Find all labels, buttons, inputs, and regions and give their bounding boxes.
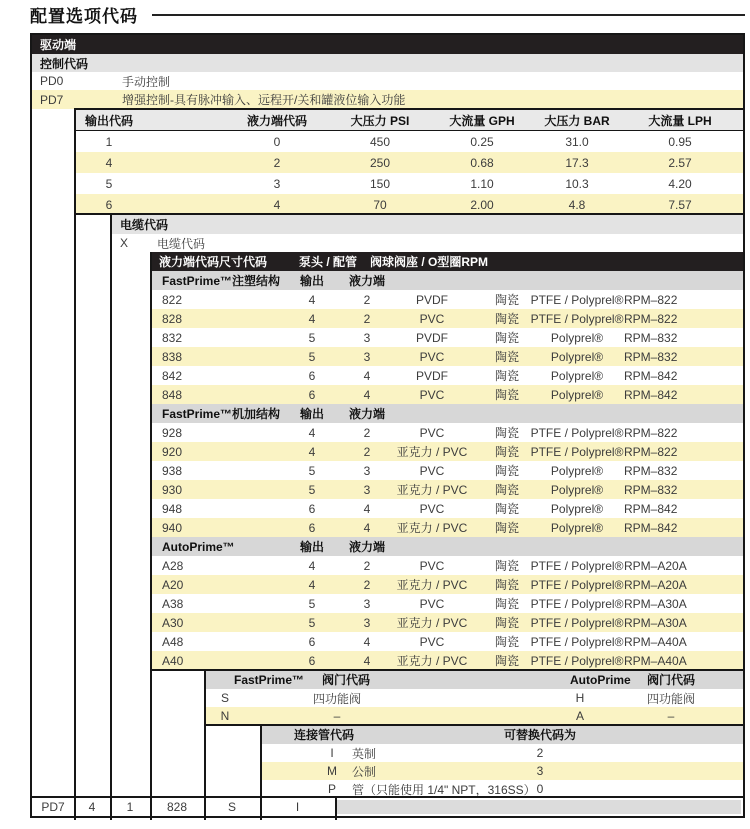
drive-end-header-row [32, 35, 743, 54]
replace-code-header-label: 可替换代码为 [503, 728, 576, 742]
output-table-header-row [32, 109, 743, 131]
max-pressure-psi-cell: 450 [369, 134, 391, 149]
pump-code-cell: 838 [162, 349, 183, 364]
valve-code-cell: N [220, 709, 230, 723]
output-col-header: 大压力 PSI [350, 113, 410, 128]
max-pressure-psi-cell: 70 [373, 197, 387, 212]
table-row [32, 632, 743, 651]
pump-code-cell: 842 [162, 368, 183, 383]
example-empty-cell [335, 800, 741, 814]
control-row-pd0 [32, 72, 743, 90]
group-name-label: FastPrime™机加结构 [162, 407, 281, 421]
fastprime-title-label: FastPrime™ [234, 672, 305, 687]
example-code-row [32, 798, 743, 816]
output-subheader-label: 输出 [299, 540, 324, 554]
oring-cell: Polyprel® [550, 330, 604, 345]
group-3-body [32, 556, 743, 670]
table-row [32, 309, 743, 328]
pump-head-col-header: 泵头 / 配管 [299, 255, 358, 269]
pump-code-cell: 920 [162, 444, 183, 459]
control-code-cell: PD0 [40, 74, 64, 88]
oring-cell: Polyprel® [550, 482, 604, 497]
max-flow-lph-cell: 4.20 [668, 176, 692, 191]
table-row [32, 366, 743, 385]
cable-code-header-label: 电缆代码 [120, 218, 169, 232]
output-col-header: 液力端代码 [246, 113, 307, 128]
rpm-cell: RPM–A40A [624, 634, 687, 649]
oring-cell: PTFE / Polyprel® [530, 577, 624, 592]
table-row [32, 762, 743, 780]
pump-code-cell: 940 [162, 520, 183, 535]
oring-cell: PTFE / Polyprel® [530, 444, 624, 459]
hydraulic-header-row [32, 252, 743, 271]
cable-code-row [32, 234, 743, 252]
valve-seat-cell: 陶瓷 [494, 464, 519, 478]
hydraulic-end-cell: 4 [363, 501, 371, 516]
pipe-code-header-label: 连接管代码 [294, 728, 355, 742]
pump-head-cell: 亚克力 / PVC [396, 483, 468, 497]
pump-code-cell: A30 [162, 615, 184, 630]
valve-seat-cell: 陶瓷 [494, 502, 519, 516]
pump-head-cell: PVDF [415, 368, 448, 383]
max-pressure-bar-cell: 4.8 [568, 197, 586, 212]
pump-code-cell: A38 [162, 596, 184, 611]
hydraulic-end-cell: 2 [363, 311, 371, 326]
step-line [110, 215, 112, 820]
output-cell: 5 [308, 596, 316, 611]
oring-cell: PTFE / Polyprel® [530, 634, 624, 649]
output-subheader-label: 输出 [299, 407, 324, 421]
table-row [32, 423, 743, 442]
pump-code-cell: 938 [162, 463, 183, 478]
oring-cell: PTFE / Polyprel® [530, 615, 624, 630]
valve-seat-cell: 陶瓷 [494, 312, 519, 326]
pipe-code-header-row [32, 725, 743, 744]
hydraulic-end-cell: 2 [363, 558, 371, 573]
table-row [32, 461, 743, 480]
hydraulic-end-cell: 3 [363, 349, 371, 364]
oring-cell: PTFE / Polyprel® [530, 558, 624, 573]
oring-cell: Polyprel® [550, 349, 604, 364]
output-cell: 4 [308, 292, 316, 307]
valve-seat-cell: 陶瓷 [494, 635, 519, 649]
pump-code-cell: 822 [162, 292, 183, 307]
table-row [32, 480, 743, 499]
valve-label-cell: – [667, 709, 675, 723]
max-flow-lph-cell: 7.57 [668, 197, 692, 212]
table-row [32, 152, 743, 173]
pipe-code-cell: P [327, 782, 336, 796]
pump-head-cell: PVC [419, 463, 445, 478]
hydraulic-end-cell: 4 [363, 368, 371, 383]
pipe-label-cell: 管（只能使用 1/4" NPT，316SS） [352, 782, 536, 797]
step-line [335, 798, 337, 820]
rpm-cell: RPM–A30A [624, 615, 687, 630]
drive-end-header-bg [32, 35, 743, 54]
max-flow-lph-cell: 0.95 [668, 134, 692, 149]
max-flow-gph-cell: 0.25 [470, 134, 494, 149]
hydraulic-code-cell: 2 [273, 155, 281, 170]
oring-cell: PTFE / Polyprel® [530, 653, 624, 668]
output-col-header: 大流量 GPH [449, 113, 515, 128]
example-pipe-code: I [295, 800, 300, 814]
table-row [32, 594, 743, 613]
valve-label-cell: 四功能阀 [646, 691, 695, 706]
output-col-header: 大流量 LPH [648, 113, 712, 128]
pipe-label-cell: 公制 [352, 764, 377, 779]
control-desc-cell: 手动控制 [122, 74, 171, 89]
group-1-body [32, 290, 743, 404]
valve-seat-oring-col-header: 阀球阀座 / O型圈RPM [370, 255, 489, 269]
rpm-cell: RPM–832 [624, 330, 678, 345]
table-row [32, 328, 743, 347]
rule-line [74, 108, 743, 110]
table-row [32, 575, 743, 594]
valve-seat-cell: 陶瓷 [494, 559, 519, 573]
pump-head-cell: 亚克力 / PVC [396, 654, 468, 668]
group-subheader-row [32, 404, 743, 423]
pump-code-cell: 848 [162, 387, 183, 402]
control-desc-cell: 增强控制-具有脉冲输入、远程开/关和罐液位输入功能 [122, 93, 406, 107]
valve-code-cell: S [220, 691, 229, 705]
pipe-code-cell: M [327, 764, 337, 778]
oring-cell: Polyprel® [550, 501, 604, 516]
cable-code-header-bg [110, 215, 743, 234]
pump-head-cell: PVC [419, 387, 445, 402]
pump-code-cell: A48 [162, 634, 184, 649]
example-output-code: 4 [88, 800, 96, 814]
pump-head-cell: 亚克力 / PVC [396, 578, 468, 592]
cable-code-cell: X [120, 236, 129, 250]
rpm-cell: RPM–832 [624, 482, 678, 497]
rpm-cell: RPM–A30A [624, 596, 687, 611]
group-name-label: AutoPrime™ [162, 539, 235, 554]
title-rule [152, 14, 745, 16]
output-code-cell: 5 [105, 176, 113, 191]
rpm-cell: RPM–822 [624, 444, 678, 459]
pump-head-cell: PVC [419, 596, 445, 611]
output-cell: 4 [308, 577, 316, 592]
pump-head-cell: PVC [419, 311, 445, 326]
rule-line [74, 213, 743, 215]
valve-seat-cell: 陶瓷 [494, 578, 519, 592]
drive-end-header-label: 驱动端 [40, 38, 77, 52]
pump-code-cell: A40 [162, 653, 184, 668]
control-row-pd7 [32, 90, 743, 109]
pump-head-cell: PVC [419, 501, 445, 516]
hydraulic-end-cell: 4 [363, 653, 371, 668]
valve-code-header-row [32, 670, 743, 689]
table-row [32, 707, 743, 725]
output-cell: 5 [308, 615, 316, 630]
table-row [32, 651, 743, 670]
output-table-body [32, 131, 743, 215]
hydraulic-end-subheader-label: 液力端 [348, 407, 385, 421]
table-row [32, 613, 743, 632]
table-row [32, 518, 743, 537]
valve-code-cell: H [575, 691, 585, 705]
output-cell: 4 [308, 444, 316, 459]
valve-seat-cell: 陶瓷 [494, 521, 519, 535]
rpm-cell: RPM–822 [624, 292, 678, 307]
hydraulic-end-cell: 3 [363, 463, 371, 478]
oring-cell: Polyprel® [550, 387, 604, 402]
pump-head-cell: PVC [419, 558, 445, 573]
hydraulic-code-cell: 3 [273, 176, 281, 191]
example-control-code: PD7 [41, 800, 65, 814]
hydraulic-end-cell: 3 [363, 615, 371, 630]
valve-seat-cell: 陶瓷 [494, 350, 519, 364]
valve-seat-cell: 陶瓷 [494, 426, 519, 440]
rpm-cell: RPM–822 [624, 311, 678, 326]
replace-code-cell: 2 [536, 746, 544, 760]
rpm-cell: RPM–A40A [624, 653, 687, 668]
output-code-cell: 1 [105, 134, 113, 149]
output-col-header: 输出代码 [84, 113, 133, 128]
max-flow-gph-cell: 0.68 [470, 155, 494, 170]
rpm-cell: RPM–832 [624, 349, 678, 364]
oring-cell: Polyprel® [550, 463, 604, 478]
pump-code-cell: 928 [162, 425, 183, 440]
valve-code-cell: A [575, 709, 584, 723]
pump-code-cell: 930 [162, 482, 183, 497]
output-subheader-label: 输出 [299, 274, 324, 288]
pipe-code-body [32, 744, 743, 798]
oring-cell: Polyprel® [550, 368, 604, 383]
rpm-cell: RPM–842 [624, 368, 678, 383]
valve-seat-cell: 陶瓷 [494, 483, 519, 497]
valve-seat-cell: 陶瓷 [494, 654, 519, 668]
output-cell: 6 [308, 501, 316, 516]
hydraulic-end-subheader-label: 液力端 [348, 274, 385, 288]
table-row [32, 689, 743, 707]
rpm-cell: RPM–842 [624, 520, 678, 535]
output-cell: 6 [308, 653, 316, 668]
hydraulic-end-cell: 2 [363, 577, 371, 592]
group-subheader-row [32, 271, 743, 290]
table-row [32, 556, 743, 575]
output-cell: 6 [308, 634, 316, 649]
group-2-body [32, 423, 743, 537]
hydraulic-end-cell: 4 [363, 387, 371, 402]
control-code-header-label: 控制代码 [40, 56, 89, 71]
pump-head-cell: PVDF [415, 330, 448, 345]
output-cell: 5 [308, 349, 316, 364]
valve-seat-cell: 陶瓷 [494, 331, 519, 345]
replace-code-cell: 0 [536, 782, 544, 796]
output-cell: 5 [308, 482, 316, 497]
pump-head-cell: 亚克力 / PVC [396, 521, 468, 535]
pipe-label-cell: 英制 [352, 746, 377, 761]
output-cell: 6 [308, 368, 316, 383]
pump-head-cell: PVC [419, 634, 445, 649]
rpm-cell: RPM–A20A [624, 577, 687, 592]
rpm-cell: RPM–A20A [624, 558, 687, 573]
valve-seat-cell: 陶瓷 [494, 388, 519, 402]
rpm-cell: RPM–842 [624, 387, 678, 402]
valve-seat-cell: 陶瓷 [494, 597, 519, 611]
cable-desc-cell: 电缆代码 [157, 236, 206, 251]
hydraulic-end-cell: 2 [363, 444, 371, 459]
rule-line [74, 130, 743, 132]
step-line [260, 725, 262, 820]
hydraulic-end-subheader-label: 液力端 [348, 540, 385, 554]
rule-line [32, 796, 743, 798]
max-pressure-bar-cell: 17.3 [565, 155, 589, 170]
valve-code-body [32, 689, 743, 725]
output-col-header: 大压力 BAR [544, 113, 610, 128]
output-cell: 4 [308, 425, 316, 440]
rule-line [204, 724, 743, 726]
pump-code-cell: 832 [162, 330, 183, 345]
valve-code-header-label: 阀门代码 [647, 673, 696, 687]
output-cell: 6 [308, 520, 316, 535]
oring-cell: PTFE / Polyprel® [530, 596, 624, 611]
hydraulic-code-cell: 4 [273, 197, 281, 212]
valve-seat-cell: 陶瓷 [494, 445, 519, 459]
cable-code-header-row [32, 215, 743, 234]
output-cell: 4 [308, 311, 316, 326]
group-subheader-bg [150, 537, 743, 556]
oring-cell: Polyprel® [550, 520, 604, 535]
page-title: 配置选项代码 [30, 7, 138, 26]
oring-cell: PTFE / Polyprel® [530, 425, 624, 440]
pump-head-cell: 亚克力 / PVC [396, 445, 468, 459]
hydraulic-end-cell: 3 [363, 330, 371, 345]
table-row [32, 290, 743, 309]
pump-code-cell: A20 [162, 577, 184, 592]
pump-head-cell: PVC [419, 425, 445, 440]
hydraulic-end-cell: 3 [363, 596, 371, 611]
pump-head-cell: PVDF [415, 292, 448, 307]
oring-cell: PTFE / Polyprel® [530, 292, 624, 307]
output-cell: 6 [308, 387, 316, 402]
pump-head-cell: PVC [419, 349, 445, 364]
max-flow-gph-cell: 1.10 [470, 176, 494, 191]
control-code-cell: PD7 [40, 92, 64, 107]
table-row [32, 194, 743, 215]
example-pump-code: 828 [166, 800, 188, 814]
example-valve-code: S [227, 800, 236, 814]
pipe-code-cell: I [330, 746, 334, 760]
output-code-cell: 4 [105, 155, 113, 170]
table-row [32, 131, 743, 152]
autoprime-title-label: AutoPrime [570, 672, 631, 687]
output-cell: 5 [308, 330, 316, 345]
table-row [32, 499, 743, 518]
max-flow-lph-cell: 2.57 [668, 155, 692, 170]
rpm-cell: RPM–832 [624, 463, 678, 478]
size-col-header: 尺寸代码 [219, 255, 268, 269]
output-code-cell: 6 [105, 197, 113, 212]
example-hydraulic-code: 1 [126, 800, 134, 814]
hydraulic-end-cell: 3 [363, 482, 371, 497]
hydraulic-end-cell: 4 [363, 520, 371, 535]
configuration-table [30, 33, 745, 818]
valve-code-header-label: 阀门代码 [322, 673, 371, 687]
hydraulic-end-cell: 2 [363, 425, 371, 440]
step-line [74, 109, 76, 820]
table-row [32, 442, 743, 461]
table-row [32, 173, 743, 194]
control-code-header-bg [32, 54, 743, 72]
hydraulic-end-cell: 2 [363, 292, 371, 307]
output-cell: 4 [308, 558, 316, 573]
rpm-cell: RPM–842 [624, 501, 678, 516]
group-name-label: FastPrime™注塑结构 [162, 274, 281, 288]
pump-code-cell: A28 [162, 558, 184, 573]
pump-code-cell: 948 [162, 501, 183, 516]
table-row [32, 744, 743, 762]
control-code-header-row [32, 54, 743, 72]
max-pressure-bar-cell: 10.3 [565, 176, 589, 191]
rule-line [150, 669, 743, 671]
pump-head-cell: 亚克力 / PVC [396, 616, 468, 630]
pump-code-cell: 828 [162, 311, 183, 326]
output-cell: 5 [308, 463, 316, 478]
valve-label-cell: 四功能阀 [312, 691, 361, 706]
table-row [32, 347, 743, 366]
max-pressure-psi-cell: 150 [369, 176, 391, 191]
valve-seat-cell: 陶瓷 [494, 293, 519, 307]
valve-seat-cell: 陶瓷 [494, 369, 519, 383]
group-subheader-row [32, 537, 743, 556]
max-pressure-psi-cell: 250 [369, 155, 391, 170]
oring-cell: PTFE / Polyprel® [530, 311, 624, 326]
table-row [32, 385, 743, 404]
hydraulic-code-cell: 0 [273, 134, 281, 149]
step-line [150, 252, 152, 820]
hydraulic-end-cell: 4 [363, 634, 371, 649]
valve-seat-cell: 陶瓷 [494, 616, 519, 630]
max-pressure-bar-cell: 31.0 [565, 134, 589, 149]
replace-code-cell: 3 [536, 764, 544, 778]
hydraulic-col-header: 液力端代码 [159, 255, 220, 269]
max-flow-gph-cell: 2.00 [470, 197, 494, 212]
rpm-cell: RPM–822 [624, 425, 678, 440]
valve-label-cell: – [333, 709, 341, 723]
